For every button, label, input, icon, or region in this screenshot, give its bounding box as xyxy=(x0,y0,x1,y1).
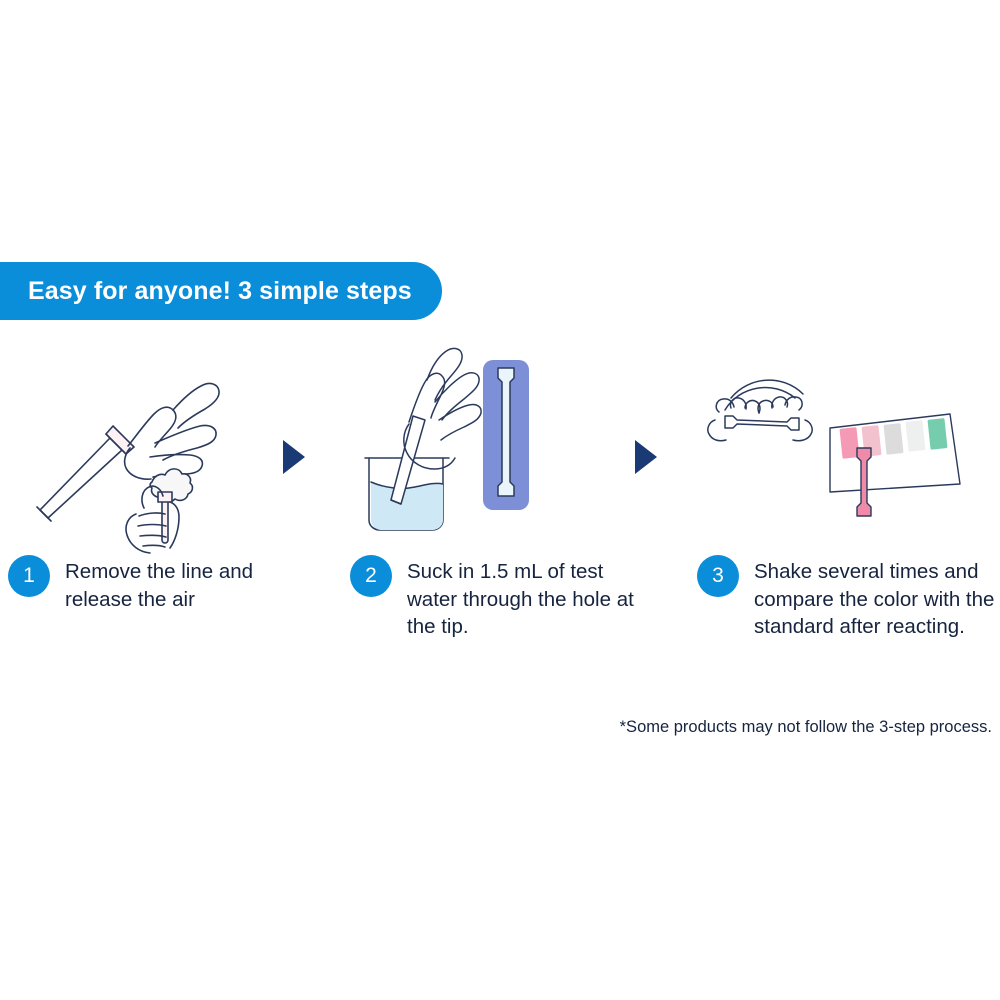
step-2-illustration xyxy=(355,350,615,550)
step-3-illustration xyxy=(695,350,995,550)
step-1-caption xyxy=(8,553,308,613)
step-2-caption-text: Suck in 1.5 mL of test water through the hole at the tip. xyxy=(407,560,634,638)
step-1-number-badge: 1 xyxy=(8,555,50,597)
color-standard-chart xyxy=(830,414,960,492)
swatch-3 xyxy=(883,423,903,455)
step-3-caption xyxy=(697,553,1000,641)
headline-text: Easy for anyone! 3 simple steps xyxy=(28,276,412,305)
hand-dipping-tube-in-beaker-icon xyxy=(355,350,615,550)
step-1-caption-text: Remove the line and release the air xyxy=(65,560,254,611)
step-3-caption-text: Shake several times and compare the color with the standard after reacting. xyxy=(754,560,995,638)
headline-pill xyxy=(0,262,442,320)
step-2-illustration-group xyxy=(355,350,615,550)
footnote-text: *Some products may not follow the 3-step process. xyxy=(619,718,992,736)
step-3-number-badge: 3 xyxy=(697,555,739,597)
step-1-illustration xyxy=(10,350,270,550)
swatch-4 xyxy=(905,420,925,452)
swatch-5 xyxy=(927,418,947,450)
step-3-illustration-group xyxy=(695,350,995,550)
arrow-step-2-to-3 xyxy=(635,440,657,474)
arrow-step-1-to-2 xyxy=(283,440,305,474)
step-2-caption xyxy=(350,553,640,641)
step-1-illustration-group xyxy=(10,350,270,550)
hands-shaking-tube-with-color-chart-icon xyxy=(695,350,995,550)
step-2-number-badge: 2 xyxy=(350,555,392,597)
hand-pulling-line-from-tube-icon xyxy=(10,350,270,550)
